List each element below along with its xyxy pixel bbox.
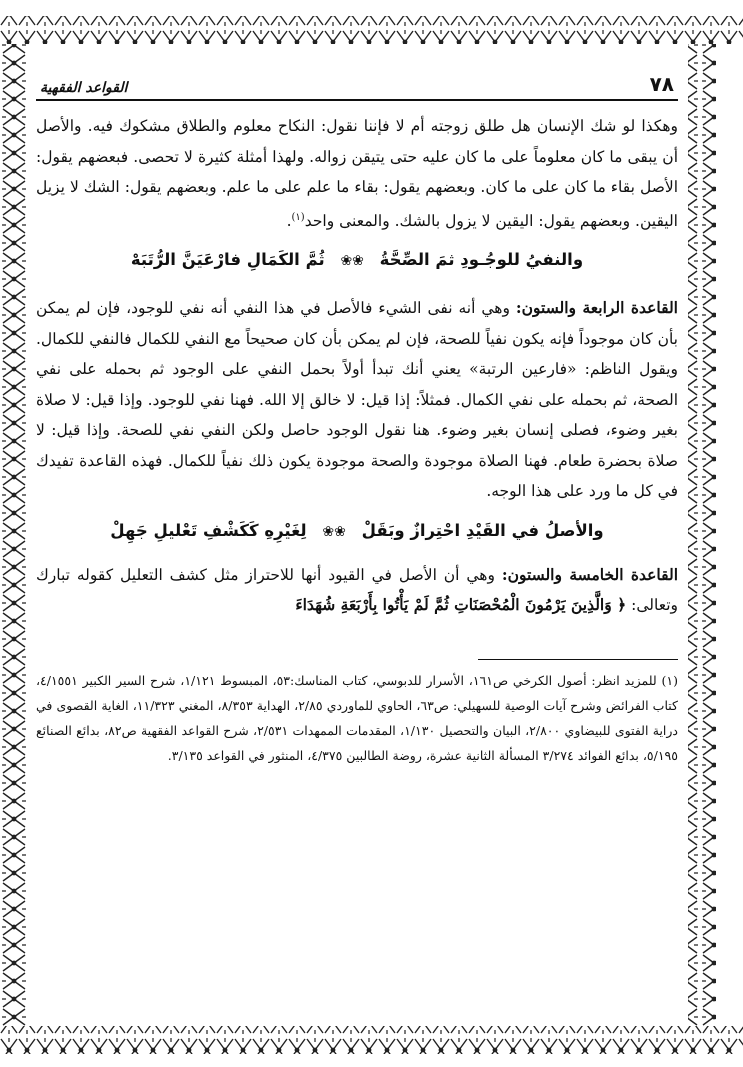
- page-number: ٧٨: [649, 72, 674, 96]
- verse-line-2: [36, 515, 678, 548]
- intro-paragraph: [36, 111, 678, 236]
- rule-65-title: القاعدة الخامسة والستون:: [501, 564, 678, 584]
- verse-line-1: [36, 244, 678, 277]
- flower-ornament-icon: ❀❀: [340, 253, 364, 270]
- footnote-separator: [478, 659, 678, 660]
- page-header: [36, 72, 678, 101]
- quran-verse: ﴿ وَالَّذِينَ يَرْمُونَ الْمُحْصَنَاتِ ثُمَّ لَمْ يَأْتُوا بِأَرْبَعَةِ شُهَدَاءَ: [295, 595, 627, 615]
- intro-text: وهكذا لو شك الإنسان هل طلق زوجته أم لا فإننا نقول: النكاح معلوم والطلاق مشكوك فيه. والأصل أن يبقى ما كان معلوماً على ما كان عليه حتى يتيقن زواله. ولهذا أمثلة كثيرة لا تحصى. فبعضهم يقول: الأصل بقاء ما كان على ما كان. وبعضهم يقول: بقاء ما علم على ما علم. وبعضهم يقول: الشك لا يزيل اليقين. وبعضهم يقول: اليقين لا يزول بالشك. والمعنى واحد: [36, 117, 678, 230]
- intro-end: .: [286, 211, 292, 230]
- verse1-left-hemistich: ثُمَّ الكَمَالِ فارْعَيَنَّ الرُّتَبَهْ: [130, 250, 325, 270]
- footnote: (١) للمزيد انظر: أصول الكرخي ص١٦١، الأسرار للدبوسي، كتاب المناسك:٥٣، المبسوط ١/١٢١، شرح السير الكبير ٤/١٥٥١، كتاب الفرائض وشرح آيات الوصية للسهيلي: ص٦٣، الحاوي للماوردي ٢/٨٥، الهداية ٨/٣٥٣، المغني ١١/٣٢٣، الغاية القصوى في دراية الفتوى للبيضاوي ٢/٨٠٠، البيان والتحصيل ١/١٣٠، المقدمات الممهدات ٢/٥٣١، شرح القواعد الفقهية ص٨٢، بدائع الصنائع ٥/١٩٥، بدائع الفوائد ٣/٢٧٤ المسألة الثانية عشرة، روضة الطالبين ٤/٣٧٥، المنثور في القواعد ٣/١٣٥.: [36, 672, 678, 763]
- footnote-reference: (١): [291, 211, 305, 223]
- flower-ornament-icon: ❀❀: [322, 523, 346, 540]
- page-content: [36, 72, 678, 768]
- rule-64-text: وهي أنه نفى الشيء فالأصل في هذا النفي أنه نفي للوجود، فإن لم يمكن بأن كان موجوداً فإنه يكون نفياً للصحة، فإن لم يمكن بأن كان صحيحاً مع النفي للكمال فالنفي للكمال. ويقول الناظم: «فارعين الرتبة» يعني أنك تبدأ أولاً بحمل النفي على الوجود ثم بحمله على نفي الصحة، ثم بحمله على نفي الكمال. فمثلاً: إذا قيل: لا خالق إلا الله. فهنا نفي للوجود. وإذا قيل: لا صلاة بغير وضوء، فصلى إنسان بغير وضوء. هنا نقول الوجود حاصل ولكن النفي نفي للصحة. وإذا قيل: لا صلاة بحضرة طعام. فهنا الصلاة موجودة والصحة موجودة يكون ذلك نفياً للكمال. فهذه القاعدة تفيدك في كل ما ورد على هذا الوجه.: [36, 299, 678, 501]
- rule-64-paragraph: [36, 293, 678, 507]
- rule-65-text: وهي أن الأصل في القيود أنها للاحتراز مثل كشف التعليل كقوله تبارك وتعالى:: [36, 565, 678, 615]
- verse1-right-hemistich: والنفيُ للوجُـودِ ثمَ الصِّحَّةُ: [379, 250, 584, 270]
- rule-64-title: القاعدة الرابعة والستون:: [515, 298, 678, 318]
- rule-65-paragraph: [36, 560, 678, 621]
- verse2-left-hemistich: لِغَيْرِهِ كَكَشْفِ تَعْليلِ جَهِلْ: [110, 520, 307, 540]
- verse2-right-hemistich: والأصلُ في القَيْدِ احْتِرازٌ وبَقَلْ: [361, 520, 604, 540]
- running-title: القواعد الفقهية: [40, 80, 128, 96]
